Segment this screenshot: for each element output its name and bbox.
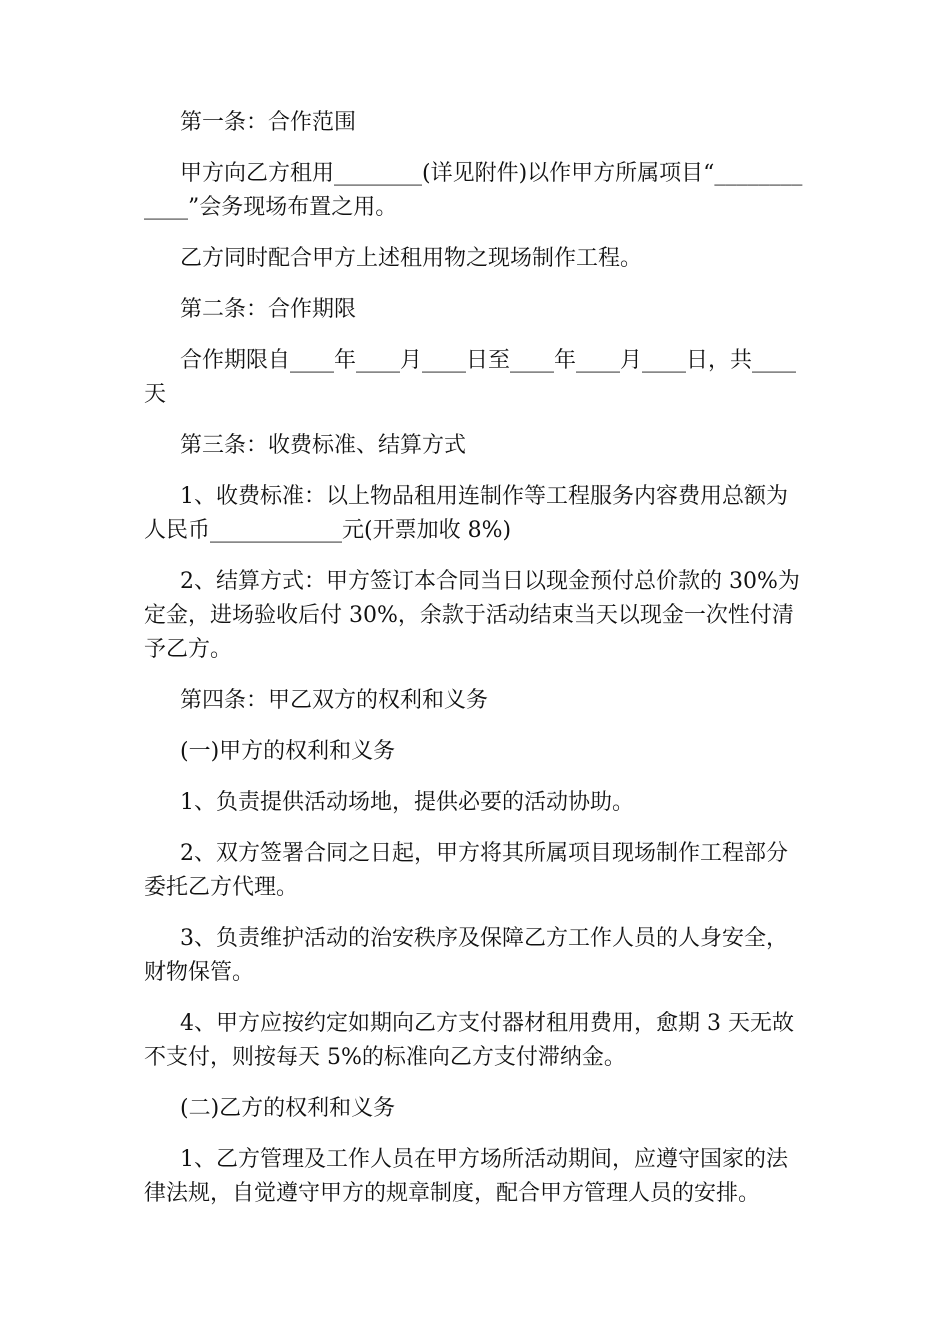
article-3-fee-standard: 1、收费标准：以上物品租用连制作等工程服务内容费用总额为人民币____________元(开票加收 8%) [144,484,788,543]
article-2-heading: 第二条：合作期限 [180,297,357,322]
party-b-section-heading: (二)乙方的权利和义务 [180,1096,396,1121]
article-1-rental-clause: 甲方向乙方租用________(详见附件)以作甲方所属项目“____________”会务现场布置之用。 [144,161,803,220]
article-4-heading: 第四条：甲乙双方的权利和义务 [180,688,489,713]
party-a-item-4: 4、甲方应按约定如期向乙方支付器材租用费用，愈期 3 天无故不支付，则按每天 5%的标准向乙方支付滞纳金。 [144,1011,794,1070]
party-b-item-1: 1、乙方管理及工作人员在甲方场所活动期间，应遵守国家的法律法规，自觉遵守甲方的规章制度，配合甲方管理人员的安排。 [144,1147,788,1206]
party-a-item-2: 2、双方签署合同之日起，甲方将其所属项目现场制作工程部分委托乙方代理。 [144,841,788,900]
article-3-heading: 第三条：收费标准、结算方式 [180,433,467,458]
article-1-production-clause: 乙方同时配合甲方上述租用物之现场制作工程。 [180,246,643,271]
party-a-item-3: 3、负责维护活动的治安秩序及保障乙方工作人员的人身安全，财物保管。 [144,926,788,985]
contract-body [144,106,808,1228]
article-3-settlement-method: 2、结算方式：甲方签订本合同当日以现金预付总价款的 30%为定金，进场验收后付 30%，余款于活动结束当天以现金一次性付清予乙方。 [144,569,800,662]
article-1-heading: 第一条：合作范围 [180,110,357,135]
party-a-section-heading: (一)甲方的权利和义务 [180,739,396,764]
article-2-term-clause: 合作期限自____年____月____日至____年____月____日，共____天 [144,348,797,407]
party-a-item-1: 1、负责提供活动场地，提供必要的活动协助。 [180,790,634,815]
